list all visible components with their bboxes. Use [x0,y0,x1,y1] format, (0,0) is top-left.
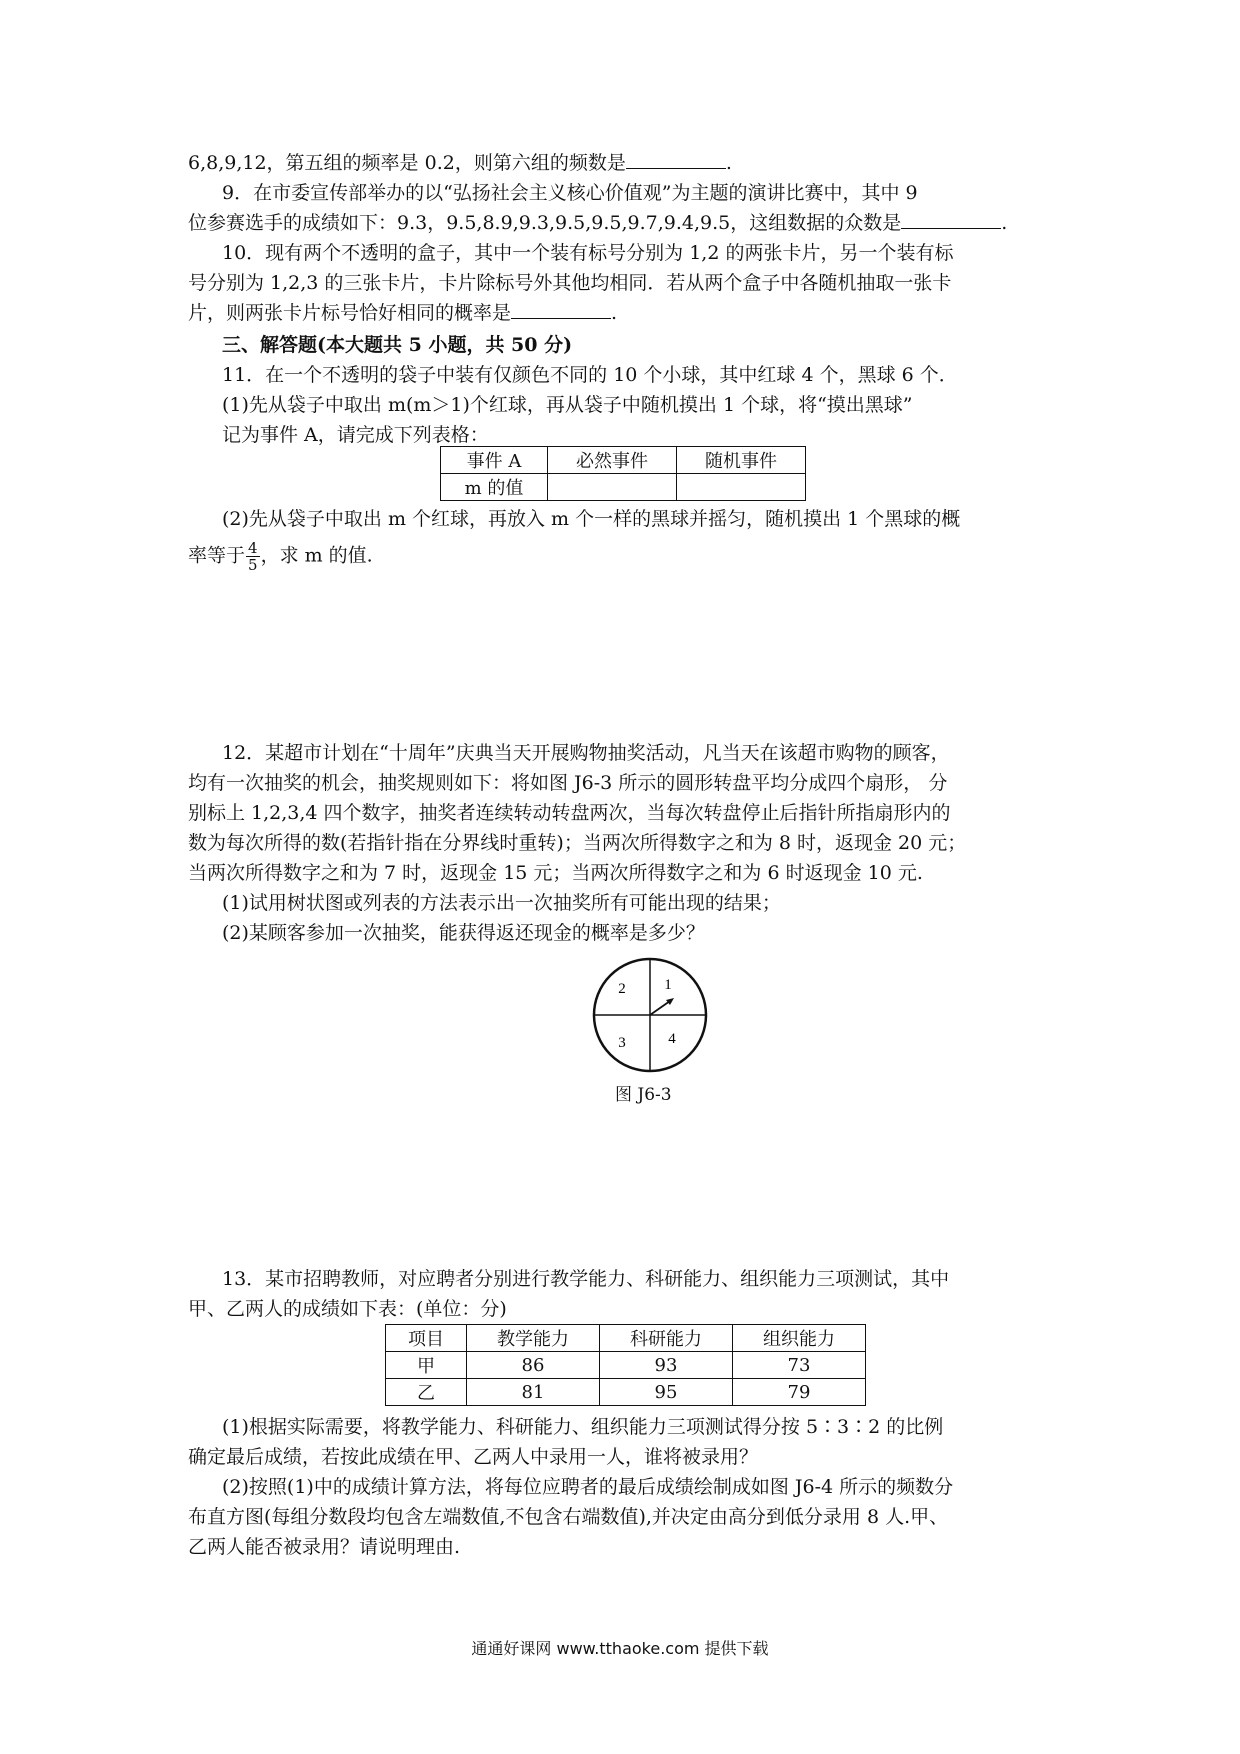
table-cell: 86 [467,1352,600,1379]
table-header: 项目 [386,1325,467,1352]
text-line: 别标上 1,2,3,4 四个数字，抽奖者连续转动转盘两次，当每次转盘停止后指针所指扇形内的 [188,802,951,824]
figure-caption: 图 J6-3 [615,1085,672,1105]
text-line: 当两次所得数字之和为 7 时，返现金 15 元；当两次所得数字之和为 6 时返现金 10 元. [188,862,923,884]
question-12-part-2: (2)某顾客参加一次抽奖，能获得返还现金的概率是多少？ [222,922,705,944]
table-header: 教学能力 [467,1325,600,1352]
table-cell: m 的值 [441,474,548,501]
fraction: $\frac{4}{5}$ [248,539,258,574]
spinner-pointer [650,1001,670,1015]
table-header: 科研能力 [600,1325,733,1352]
text-line: 布直方图(每组分数段均包含左端数值,不包含右端数值),并决定由高分到低分录用 8 人.甲、 [188,1506,949,1528]
text-line: 片，则两张卡片标号恰好相同的概率是 . [188,302,618,324]
question-12-part-1: (1)试用树状图或列表的方法表示出一次抽奖所有可能出现的结果； [222,892,781,914]
table-cell: 73 [733,1352,866,1379]
sector-label: 1 [664,977,672,993]
sector-label: 4 [668,1031,676,1047]
question-13-part-2: (2)按照(1)中的成绩计算方法，将每位应聘者的最后成绩绘制成如图 J6-4 所示的频数分 [222,1476,954,1498]
text-line: 确定最后成绩，若按此成绩在甲、乙两人中录用一人，谁将被录用？ [188,1446,759,1468]
text-line: 甲、乙两人的成绩如下表：(单位：分) [188,1298,507,1320]
text-line: 号分别为 1,2,3 的三张卡片，卡片除标号外其他均相同．若从两个盒子中各随机抽取一张卡 [188,272,952,294]
table-header: 组织能力 [733,1325,866,1352]
answer-blank[interactable] [901,210,1001,229]
score-table [385,1324,866,1406]
text-line: 乙两人能否被录用？请说明理由. [188,1536,461,1558]
section-heading: 三、解答题(本大题共 5 小题，共 50 分) [222,334,573,356]
table-cell: 乙 [386,1379,467,1406]
table-cell-input[interactable] [548,474,677,501]
table-cell-input[interactable] [677,474,806,501]
text-line: 10．现有两个不透明的盒子，其中一个装有标号分别为 1,2 的两张卡片，另一个装有标 [222,242,954,264]
table-cell: 事件 A [441,447,548,474]
text-line: 数为每次所得的数(若指针指在分界线时重转)；当两次所得数字之和为 8 时，返现金 20 元； [188,832,967,854]
table-cell: 81 [467,1379,600,1406]
table-cell: 79 [733,1379,866,1406]
question-11-part-2: (2)先从袋子中取出 m 个红球，再放入 m 个一样的黑球并摇匀，随机摸出 1 个黑球的概 [222,508,961,530]
spinner-figure [590,955,710,1075]
question-11-part-2-cont: 率等于 $\frac{4}{5}$ ，求 m 的值. [188,539,373,574]
table-cell: 95 [600,1379,733,1406]
question-11: 11．在一个不透明的袋子中装有仅颜色不同的 10 个小球，其中红球 4 个，黑球 6 个． [222,364,958,386]
answer-blank[interactable] [626,150,726,169]
table-cell: 随机事件 [677,447,806,474]
table-cell: 93 [600,1352,733,1379]
table-cell: 甲 [386,1352,467,1379]
text-line: 9．在市委宣传部举办的以“弘扬社会主义核心价值观”为主题的演讲比赛中，其中 9 [222,182,918,204]
table-cell: 必然事件 [548,447,677,474]
question-13-part-1: (1)根据实际需要，将教学能力、科研能力、组织能力三项测试得分按 5∶3∶2 的比例 [222,1416,944,1438]
question-11-part-1: (1)先从袋子中取出 m(m＞1)个红球，再从袋子中随机摸出 1 个球，将“摸出黑球” [222,394,913,416]
text-line: 位参赛选手的成绩如下：9.3，9.5,8.9,9.3,9.5,9.5,9.7,9.4,9.5，这组数据的众数是 . [188,212,1008,234]
question-11-part-1-cont: 记为事件 A，请完成下列表格： [222,424,489,446]
answer-blank[interactable] [511,300,611,319]
text-line: 均有一次抽奖的机会，抽奖规则如下：将如图 J6-3 所示的圆形转盘平均分成四个扇形， 分 [188,772,948,794]
sector-label: 3 [618,1035,626,1051]
sector-label: 2 [618,981,626,997]
question-13: 13．某市招聘教师，对应聘者分别进行教学能力、科研能力、组织能力三项测试，其中 [222,1268,950,1290]
table-row [386,1379,866,1406]
text-line: 6,8,9,12，第五组的频率是 0.2，则第六组的频数是 . [188,152,732,174]
table-row [386,1352,866,1379]
page-footer: 通通好课网 www.tthaoke.com 提供下载 [471,1639,769,1658]
event-table [440,446,806,501]
question-12: 12．某超市计划在“十周年”庆典当天开展购物抽奖活动，凡当天在该超市购物的顾客， [222,742,950,764]
